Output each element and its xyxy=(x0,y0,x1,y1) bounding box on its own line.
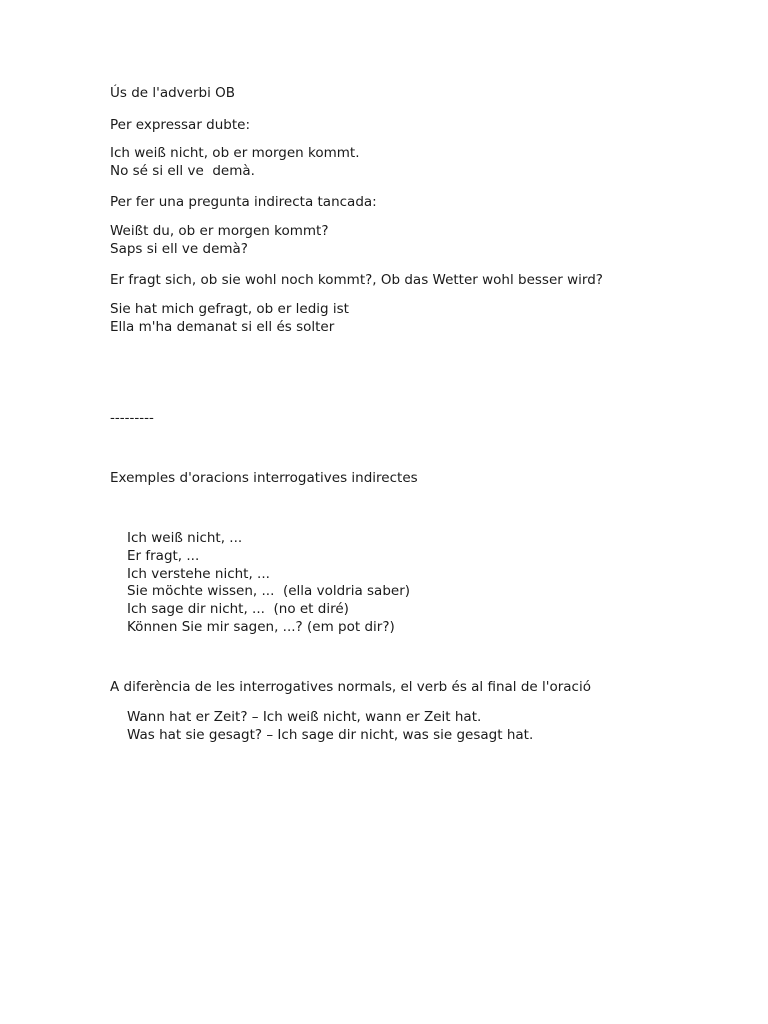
examples-heading: Exemples d'oracions interrogatives indirectes xyxy=(110,470,418,486)
example-item: Können Sie mir sagen, ...? (em pot dir?) xyxy=(127,619,395,635)
example-item: Ich verstehe nicht, ... xyxy=(127,566,270,582)
difference-example-item: Wann hat er Zeit? – Ich weiß nicht, wann er Zeit hat. xyxy=(127,709,482,725)
section-doubt-example-catalan: No sé si ell ve demà. xyxy=(110,163,255,179)
difference-example-item: Was hat sie gesagt? – Ich sage dir nicht, was sie gesagt hat. xyxy=(127,727,534,743)
example-item: Sie möchte wissen, ... (ella voldria saber) xyxy=(127,583,411,599)
section-ledig-example-catalan: Ella m'ha demanat si ell és solter xyxy=(110,319,335,335)
document-title: Ús de l'adverbi OB xyxy=(110,85,236,101)
section-question-example-german: Weißt du, ob er morgen kommt? xyxy=(110,223,329,239)
section-ledig-example-german: Sie hat mich gefragt, ob er ledig ist xyxy=(110,301,349,317)
section-doubt-example-german: Ich weiß nicht, ob er morgen kommt. xyxy=(110,145,360,161)
section-doubt-heading: Per expressar dubte: xyxy=(110,117,251,133)
separator-line: --------- xyxy=(110,410,154,426)
example-item: Ich sage dir nicht, ... (no et diré) xyxy=(127,601,349,617)
difference-heading: A diferència de les interrogatives normals, el verb és al final de l'oració xyxy=(110,679,591,695)
example-item: Er fragt, ... xyxy=(127,548,200,564)
example-item: Ich weiß nicht, ... xyxy=(127,530,243,546)
section-question-heading: Per fer una pregunta indirecta tancada: xyxy=(110,194,377,210)
sentence-fragt: Er fragt sich, ob sie wohl noch kommt?, Ob das Wetter wohl besser wird? xyxy=(110,272,603,288)
section-question-example-catalan: Saps si ell ve demà? xyxy=(110,241,248,257)
